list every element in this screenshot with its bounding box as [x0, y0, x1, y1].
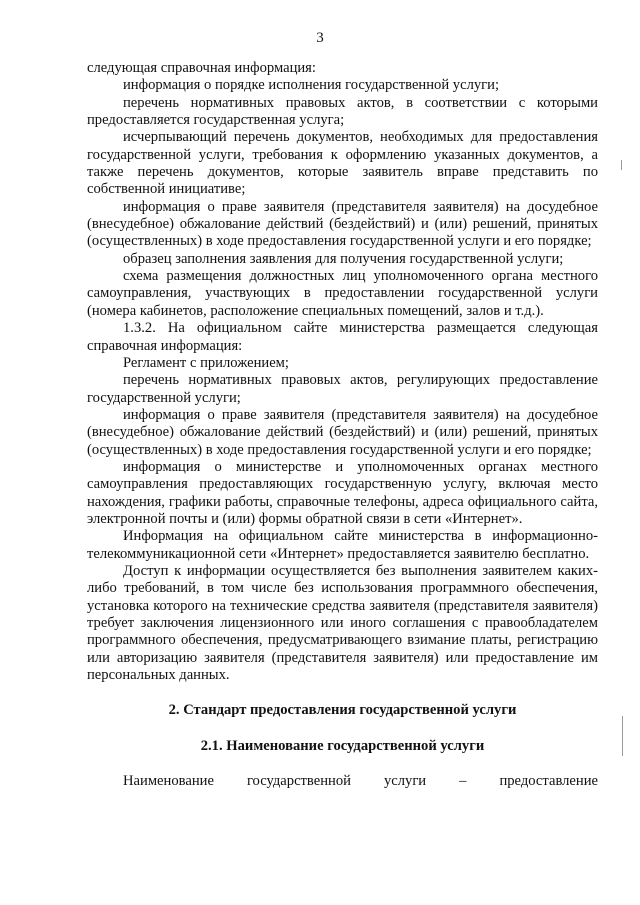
list-item: исчерпывающий перечень документов, необходимых для предоставления государственной услуги, требования к оформлению указанных документов, а также перечень документов, которые заявитель вправе представить по собственной инициативе;	[87, 129, 598, 198]
list-item: информация о министерстве и уполномоченных органах местного самоуправления предоставляющих государственную услугу, включая место нахождения, графики работы, справочные телефоны, адреса официального сайта, электронной почты и (или) формы обратной связи в сети «Интернет».	[87, 458, 598, 527]
list-item: информация о праве заявителя (представителя заявителя) на досудебное (внесудебное) обжалование действий (бездействий) и (или) решений, принятых (осуществленных) в ходе предоставления государственной услуги и его порядке;	[87, 406, 598, 458]
paragraph: Информация на официальном сайте министерства в информационно-телекоммуникационной сети «Интернет» предоставляется заявителю бесплатно.	[87, 528, 598, 562]
list-item: схема размещения должностных лиц уполномоченного органа местного самоуправления, участвующих в предоставлении государственной услуги (номера кабинетов, расположение специальных помещений, залов и т.д.).	[87, 268, 598, 319]
list-item: перечень нормативных правовых актов, в соответствии с которыми предоставляется государственная услуга;	[87, 94, 598, 129]
list-item: информация о праве заявителя (представителя заявителя) на досудебное (внесудебное) обжалование действий (бездействий) и (или) решений, принятых (осуществленных) в ходе предоставления государственной услуги и его порядке;	[87, 198, 598, 250]
scan-mark	[622, 716, 623, 756]
list-item: образец заполнения заявления для получения государственной услуги;	[123, 250, 564, 267]
list-item: Регламент с приложением;	[123, 354, 289, 371]
subsection-heading: 2.1. Наименование государственной услуги	[200, 737, 485, 754]
page-number: 3	[316, 30, 324, 46]
paragraph: Доступ к информации осуществляется без выполнения заявителем каких-либо требований, в том числе без использования программного обеспечения, установка которого на технические средства заявителя (представителя заявителя) требует заключения лицензионного или иного соглашения с правообладателем программного обеспечения, предусматривающего взимание платы, регистрацию или авторизацию заявителя (представителя заявителя) или предоставление им персональных данных.	[87, 562, 598, 684]
list-item: информация о порядке исполнения государственной услуги;	[123, 77, 499, 94]
scan-mark	[621, 160, 622, 170]
list-item: перечень нормативных правовых актов, регулирующих предоставление государственной услуги;	[87, 372, 598, 406]
paragraph: следующая справочная информация:	[87, 60, 316, 76]
paragraph: Наименование государственной услуги – предоставление	[123, 773, 598, 790]
section-heading: 2. Стандарт предоставления государственной услуги	[168, 702, 517, 719]
section-paragraph: 1.3.2. На официальном сайте министерства размещается следующая справочная информация:	[87, 320, 598, 354]
document-body	[87, 60, 598, 790]
